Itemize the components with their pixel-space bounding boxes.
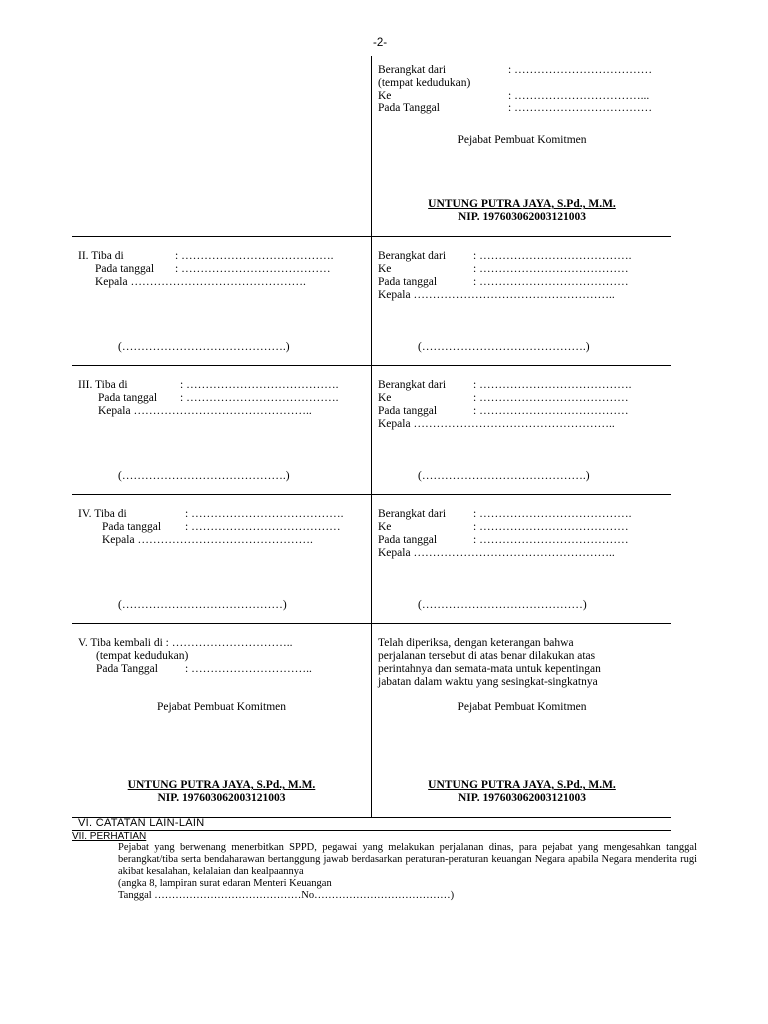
berangkat-dari-label: Berangkat dari xyxy=(378,379,447,391)
berangkat-dari-field[interactable]: : ……………………………… xyxy=(508,64,653,76)
ke-label: Ke xyxy=(378,521,392,533)
berangkat-dari-field[interactable]: : …………………………………. xyxy=(473,250,632,262)
kepala-field[interactable]: Kepala ………………………………………. xyxy=(95,276,306,288)
tiba-di-field[interactable]: : …………………………………. xyxy=(180,379,339,391)
verification-line-4: jabatan dalam waktu yang sesingkat-singkatnya xyxy=(378,676,598,688)
pada-tanggal-field[interactable]: : ………………………………… xyxy=(175,263,331,275)
signature-left[interactable]: (…………………………………….) xyxy=(118,341,290,353)
row-divider-1 xyxy=(72,236,671,237)
page-number: -2- xyxy=(373,37,388,49)
berangkat-dari-field[interactable]: : …………………………………. xyxy=(473,379,632,391)
official-name-left: UNTUNG PUTRA JAYA, S.Pd., M.M. xyxy=(127,779,316,791)
pejabat-title: Pejabat Pembuat Komitmen xyxy=(457,134,587,146)
ke-label: Ke xyxy=(378,263,392,275)
official-nip-left: NIP. 197603062003121003 xyxy=(157,792,286,804)
signature-left[interactable]: (……………………………………) xyxy=(118,599,287,611)
signature-right[interactable]: (…………………………………….) xyxy=(418,470,590,482)
ke-field[interactable]: : ………………………………… xyxy=(473,263,629,275)
tiba-kembali-field[interactable]: V. Tiba kembali di : ………………………….. xyxy=(78,637,293,649)
kepala-right-field[interactable]: Kepala …………………………………………….. xyxy=(378,289,615,301)
kepala-field[interactable]: Kepala ……………………………………….. xyxy=(98,405,312,417)
kepala-right-field[interactable]: Kepala …………………………………………….. xyxy=(378,418,615,430)
signature-right[interactable]: (……………………………………) xyxy=(418,599,587,611)
pada-tanggal-label: Pada tanggal xyxy=(98,392,158,404)
pada-tanggal-right-label: Pada tanggal xyxy=(378,534,438,546)
pada-tanggal-field[interactable]: : …………………………………. xyxy=(180,392,339,404)
official-nip: NIP. 197603062003121003 xyxy=(458,211,586,223)
tempat-kedudukan-label: (tempat kedudukan) xyxy=(378,77,471,89)
tiba-di-label: IV. Tiba di xyxy=(78,508,127,520)
perhatian-heading: VII. PERHATIAN xyxy=(72,831,147,842)
signature-left[interactable]: (…………………………………….) xyxy=(118,470,290,482)
perhatian-note: (angka 8, lampiran surat edaran Menteri Keuangan xyxy=(118,878,332,889)
catatan-underline xyxy=(72,830,671,831)
verification-line-3: perintahnya dan semata-mata untuk kepentingan xyxy=(378,663,601,675)
ke-field[interactable]: : ………………………………… xyxy=(473,392,629,404)
pada-tanggal-right-field[interactable]: : ………………………………… xyxy=(473,405,629,417)
tiba-di-field[interactable]: : …………………………………. xyxy=(175,250,334,262)
tiba-di-label: II. Tiba di xyxy=(78,250,124,262)
ke-label: Ke xyxy=(378,90,392,102)
row-divider-3 xyxy=(72,494,671,495)
signature-right[interactable]: (…………………………………….) xyxy=(418,341,590,353)
kepala-field[interactable]: Kepala ………………………………………. xyxy=(102,534,313,546)
catatan-lain-lain-heading: VI. CATATAN LAIN-LAIN xyxy=(78,817,205,829)
pada-tanggal-right-field[interactable]: : ………………………………… xyxy=(473,534,629,546)
tempat-kedudukan-label: (tempat kedudukan) xyxy=(96,650,189,662)
pejabat-title-left: Pejabat Pembuat Komitmen xyxy=(156,701,287,713)
verification-line-2: perjalanan tersebut di atas benar dilakukan atas xyxy=(378,650,596,662)
ke-field[interactable]: : ………………………………… xyxy=(473,521,629,533)
pada-tanggal-right-label: Pada tanggal xyxy=(378,405,438,417)
official-name-right: UNTUNG PUTRA JAYA, S.Pd., M.M. xyxy=(428,779,616,791)
tiba-di-label: III. Tiba di xyxy=(78,379,128,391)
pada-tanggal-right-label: Pada tanggal xyxy=(378,276,438,288)
ke-label: Ke xyxy=(378,392,392,404)
ke-field[interactable]: : ……………………………... xyxy=(508,90,650,102)
perhatian-paragraph: Pejabat yang berwenang menerbitkan SPPD, pegawai yang melakukan perjalanan dinas, para pejabat yang mengesahkan tanggal berangkat/tiba serta bendaharawan bertanggung jawab berdasarkan peraturan-peraturan keuangan Negara apabila Negara menderita rugi akibat kesalahan, kelalaian dan kealpaannya xyxy=(118,842,697,877)
berangkat-dari-label: Berangkat dari xyxy=(378,250,447,262)
official-name: UNTUNG PUTRA JAYA, S.Pd., M.M. xyxy=(428,198,616,210)
pada-tanggal-label: Pada Tanggal xyxy=(378,102,440,114)
pejabat-title-right: Pejabat Pembuat Komitmen xyxy=(457,701,587,713)
row-divider-4 xyxy=(72,623,671,624)
pada-tanggal-field[interactable]: : ………………………………… xyxy=(185,521,341,533)
pada-tanggal-label: Pada tanggal xyxy=(102,521,162,533)
tanggal-no-field[interactable]: Tanggal ……………………………………No…………………………………) xyxy=(118,890,455,901)
verification-line-1: Telah diperiksa, dengan keterangan bahwa xyxy=(378,637,574,649)
berangkat-dari-field[interactable]: : …………………………………. xyxy=(473,508,632,520)
pada-tanggal-field[interactable]: : ……………………………… xyxy=(508,102,653,114)
pada-tanggal-label: Pada Tanggal xyxy=(96,663,158,675)
official-nip-right: NIP. 197603062003121003 xyxy=(458,792,586,804)
pada-tanggal-right-field[interactable]: : ………………………………… xyxy=(473,276,629,288)
tiba-di-field[interactable]: : …………………………………. xyxy=(185,508,344,520)
row-divider-2 xyxy=(72,365,671,366)
pada-tanggal-label: Pada tanggal xyxy=(95,263,155,275)
pada-tanggal-field[interactable]: : ………………………….. xyxy=(185,663,312,675)
berangkat-dari-label: Berangkat dari xyxy=(378,508,447,520)
kepala-right-field[interactable]: Kepala …………………………………………….. xyxy=(378,547,615,559)
berangkat-dari-label: Berangkat dari xyxy=(378,64,447,76)
